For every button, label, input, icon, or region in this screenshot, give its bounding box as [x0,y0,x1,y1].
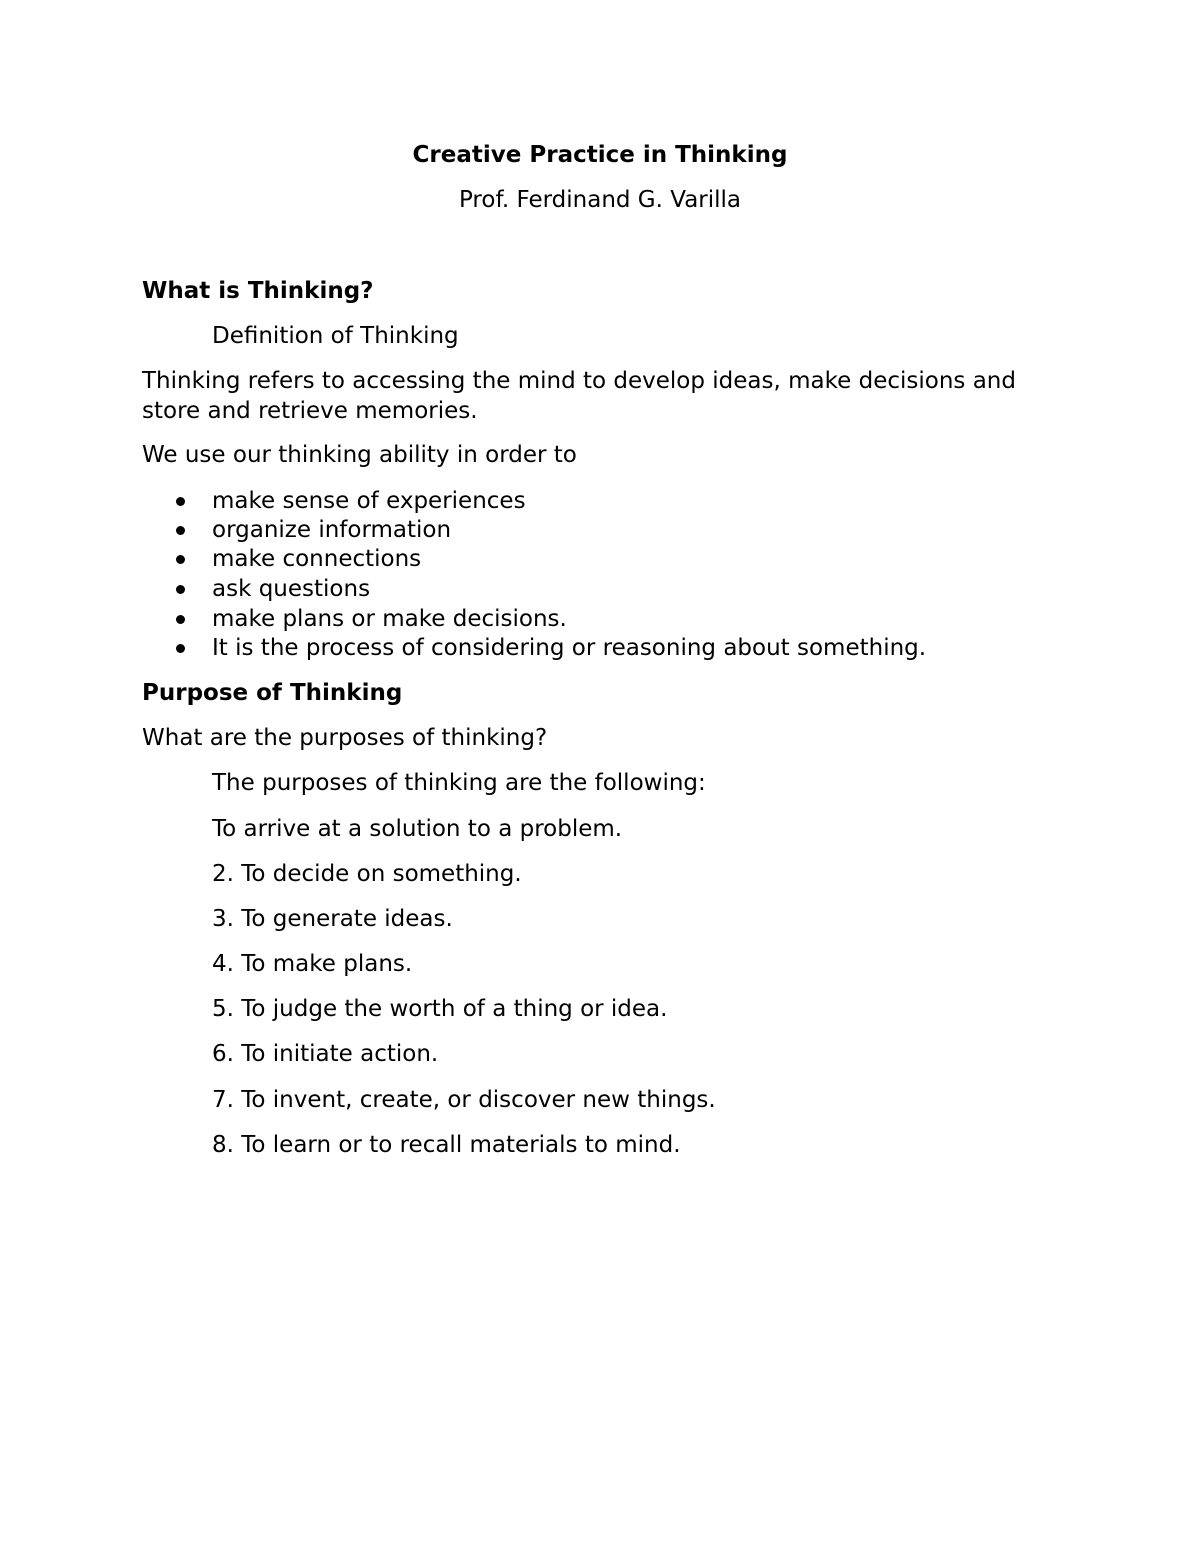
list-item-text: make sense of experiences [212,488,526,514]
bullet-icon [176,555,185,564]
bullet-icon [176,497,185,506]
list-item-text: It is the process of considering or reasoning about something. [212,635,927,661]
purpose-item: 6. To initiate action. [212,1041,439,1067]
purpose-item: 7. To invent, create, or discover new things. [212,1087,716,1113]
purpose-item: To arrive at a solution to a problem. [212,816,623,842]
bullet-icon [176,585,185,594]
purpose-item: 3. To generate ideas. [212,906,453,932]
list-item-text: make plans or make decisions. [212,606,567,632]
list-item-text: make connections [212,546,422,572]
definition-text-line-2: store and retrieve memories. [142,398,478,424]
list-item-text: ask questions [212,576,371,602]
bullet-icon [176,644,185,653]
section-heading-what-is-thinking: What is Thinking? [142,278,374,304]
purpose-question: What are the purposes of thinking? [142,725,548,751]
purpose-item: 2. To decide on something. [212,861,522,887]
purpose-item: 4. To make plans. [212,951,413,977]
definition-subheading: Definition of Thinking [212,323,459,349]
thinking-ability-intro: We use our thinking ability in order to [142,442,577,468]
document-author: Prof. Ferdinand G. Varilla [458,187,742,213]
bullet-icon [176,615,185,624]
purpose-item: 5. To judge the worth of a thing or idea. [212,996,668,1022]
bullet-icon [176,526,185,535]
purpose-intro: The purposes of thinking are the following: [212,770,706,796]
section-heading-purpose-of-thinking: Purpose of Thinking [142,680,403,706]
list-item-text: organize information [212,517,452,543]
definition-text-line-1: Thinking refers to accessing the mind to develop ideas, make decisions and [142,368,1016,394]
purpose-item: 8. To learn or to recall materials to mind. [212,1132,681,1158]
document-title: Creative Practice in Thinking [412,142,788,168]
